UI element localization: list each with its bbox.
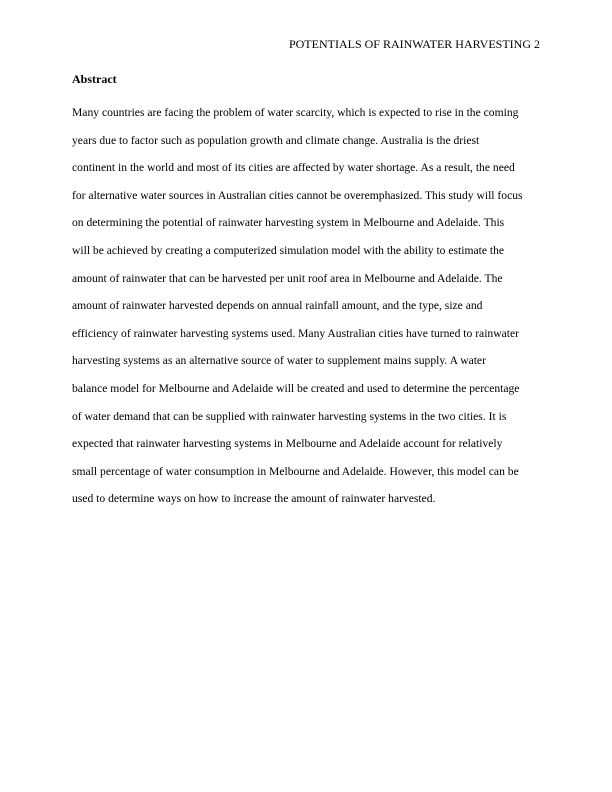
abstract-line: continent in the world and most of its cities are affected by water shortage. As a result, the need: [72, 161, 515, 175]
abstract-line: used to determine ways on how to increase the amount of rainwater harvested.: [72, 492, 436, 506]
abstract-line: for alternative water sources in Australian cities cannot be overemphasized. This study will focus: [72, 188, 523, 202]
abstract-line: of water demand that can be supplied with rainwater harvesting systems in the two cities. It is: [72, 409, 507, 423]
abstract-body: [72, 99, 542, 513]
abstract-line: amount of rainwater that can be harvested per unit roof area in Melbourne and Adelaide. The: [72, 271, 503, 285]
abstract-line: balance model for Melbourne and Adelaide will be created and used to determine the percentage: [72, 381, 520, 395]
abstract-line: expected that rainwater harvesting systems in Melbourne and Adelaide account for relatively: [72, 437, 503, 451]
running-head: POTENTIALS OF RAINWATER HARVESTING 2: [288, 37, 540, 51]
abstract-line: Many countries are facing the problem of water scarcity, which is expected to rise in the coming: [72, 106, 519, 119]
abstract-line: on determining the potential of rainwater harvesting system in Melbourne and Adelaide. This: [72, 216, 505, 230]
abstract-line: small percentage of water consumption in Melbourne and Adelaide. However, this model can be: [72, 464, 519, 478]
abstract-line: harvesting systems as an alternative source of water to supplement mains supply. A water: [72, 354, 486, 368]
abstract-line: will be achieved by creating a computerized simulation model with the ability to estimate the: [72, 243, 505, 257]
abstract-line: years due to factor such as population growth and climate change. Australia is the driest: [72, 133, 480, 147]
abstract-line: efficiency of rainwater harvesting systems used. Many Australian cities have turned to rainwater: [72, 326, 519, 340]
abstract-heading: Abstract: [72, 72, 117, 86]
abstract-line: amount of rainwater harvested depends on annual rainfall amount, and the type, size and: [72, 299, 483, 313]
